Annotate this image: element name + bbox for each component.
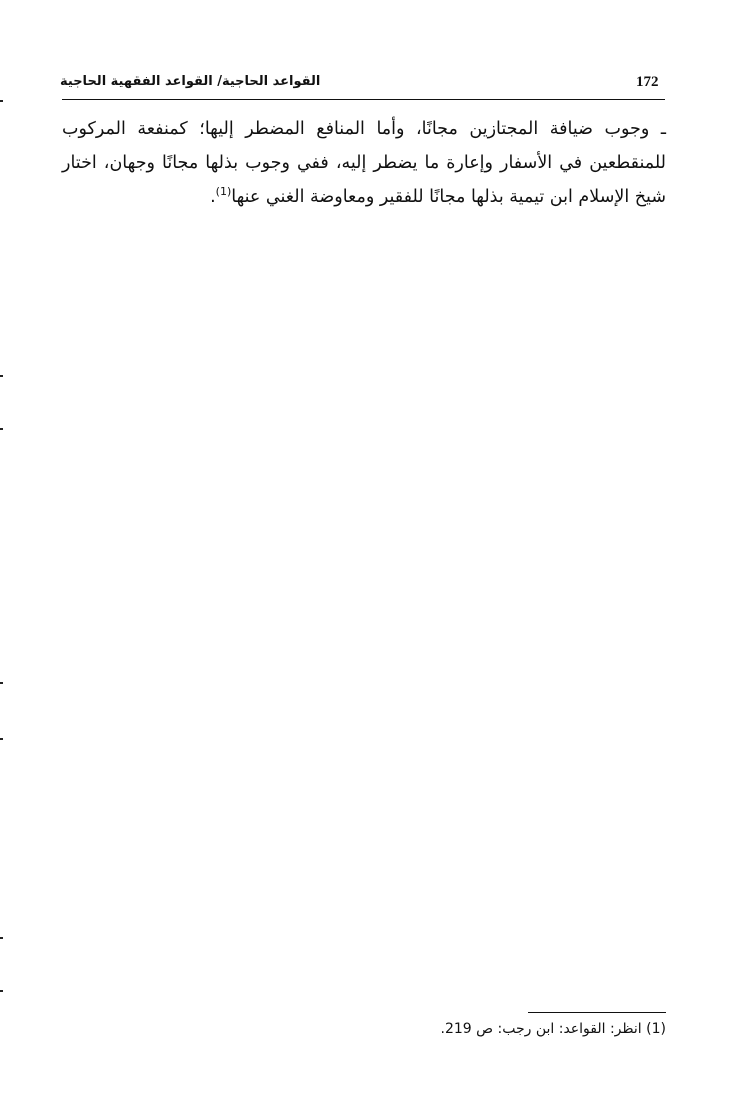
- scan-artifact: [0, 428, 3, 430]
- body-text: ـ وجوب ضيافة المجتازين مجانًا، وأما المنافع المضطر إليها؛ كمنفعة المركوب للمنقطعين في الأسفار وإعارة ما يضطر إليه، ففي وجوب بذلها مجانًا وجهان، اختار شيخ الإسلام ابن تيمية بذلها مجانًا للفقير ومعاوضة الغني عنها: [62, 119, 666, 207]
- footnote-marker: (1): [646, 1021, 666, 1037]
- running-header-title: القواعد الحاجية/ القواعد الفقهية الحاجية: [60, 74, 321, 89]
- scan-artifact: [0, 738, 3, 740]
- header-divider: [62, 99, 665, 100]
- page-number: 172: [636, 74, 659, 90]
- footnote-divider: [528, 1012, 666, 1013]
- scan-artifact: [0, 937, 3, 939]
- scan-artifact: [0, 682, 3, 684]
- footnote-reference: (1): [215, 185, 232, 199]
- scan-artifact: [0, 100, 3, 102]
- end-punctuation: .: [210, 187, 216, 207]
- footnote-1: [300, 1021, 666, 1037]
- body-paragraph: [62, 112, 666, 214]
- scan-artifact: [0, 990, 3, 992]
- scan-artifact: [0, 375, 3, 377]
- footnote-text: انظر: القواعد: ابن رجب: ص 219.: [440, 1021, 642, 1037]
